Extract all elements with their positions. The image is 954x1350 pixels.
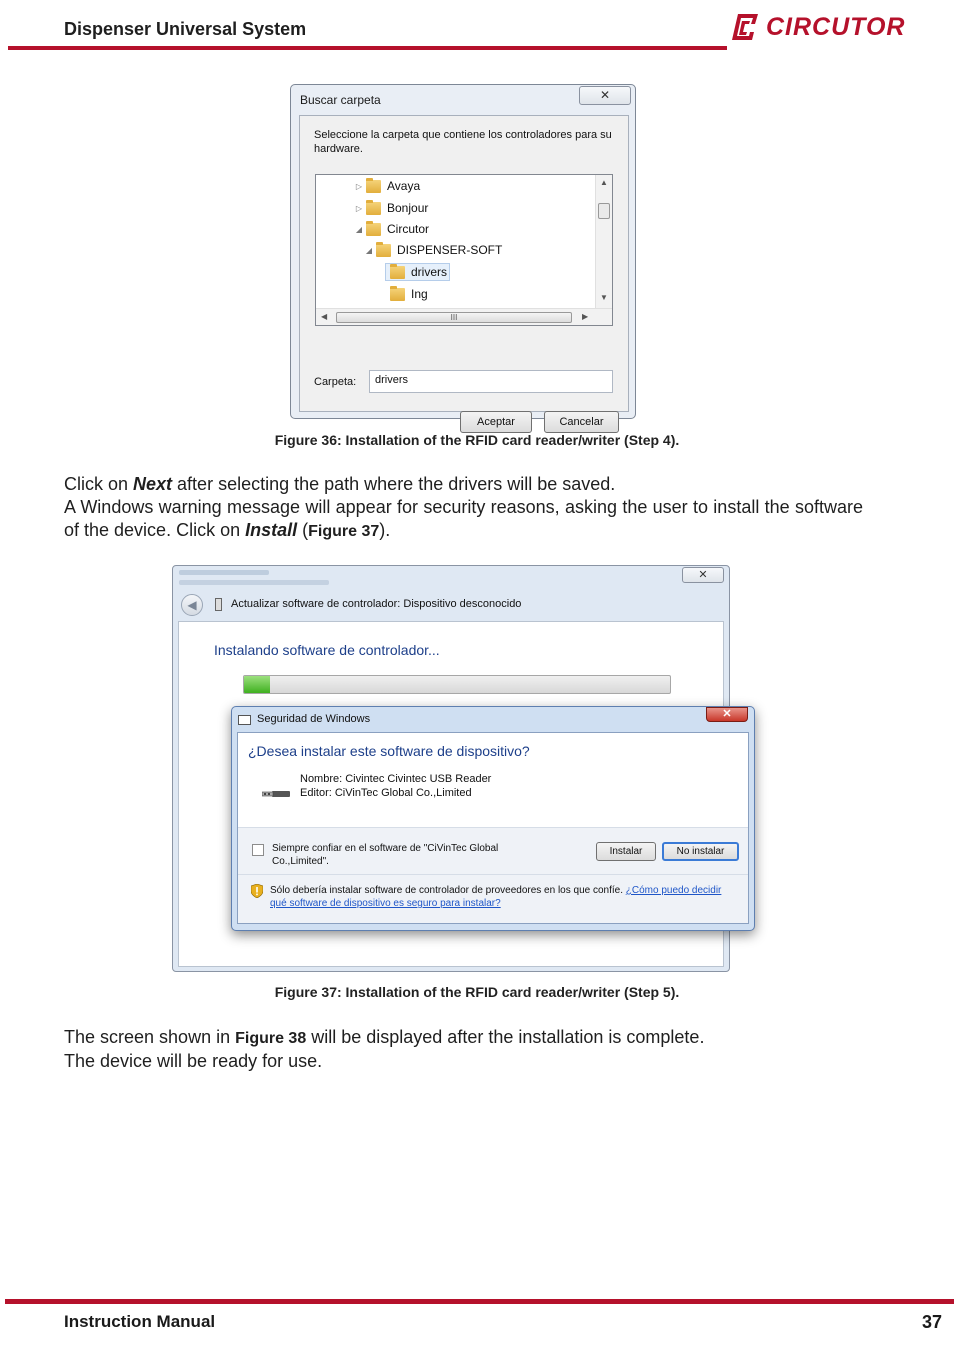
text-run: The screen shown in xyxy=(64,1027,236,1047)
tree-item-label: DISPENSER-SOFT xyxy=(397,243,503,257)
scroll-thumb[interactable] xyxy=(598,203,610,219)
install-progress-bar xyxy=(243,675,671,694)
text-run: will be displayed after the installation is complete. xyxy=(306,1027,705,1047)
folder-icon xyxy=(366,223,381,236)
scroll-up-icon[interactable]: ▲ xyxy=(600,178,608,187)
text-run: ( xyxy=(297,520,309,540)
blurred-title xyxy=(179,570,269,575)
page-number: 37 xyxy=(921,1312,942,1332)
collapse-arrow-icon[interactable]: ◢ xyxy=(365,245,373,255)
paragraph: The device will be ready for use. xyxy=(64,1051,323,1071)
figure-reference: Figure 37 xyxy=(308,523,380,540)
security-options xyxy=(238,827,748,923)
body-text xyxy=(64,473,863,543)
security-warning xyxy=(270,884,740,910)
window-header: Actualizar software de controlador: Dispositivo desconocido xyxy=(231,598,522,610)
tree-item-label: drivers xyxy=(411,265,448,279)
warning-text: Sólo debería instalar software de controlador de proveedores en los que confíe. xyxy=(270,885,626,896)
installing-heading: Instalando software de controlador... xyxy=(214,642,440,658)
always-trust-checkbox[interactable] xyxy=(252,844,264,856)
emphasis-install: Install xyxy=(245,520,298,540)
paragraph xyxy=(64,496,863,543)
text-run: ). xyxy=(379,520,391,540)
folder-icon xyxy=(390,288,405,301)
brand-logo-icon xyxy=(730,11,762,43)
body-text xyxy=(64,1026,863,1073)
brand-name: CIRCUTOR xyxy=(766,12,906,41)
no-install-button[interactable]: No instalar xyxy=(662,842,739,861)
footer-rule xyxy=(5,1299,954,1304)
help-link[interactable]: ¿Cómo puedo decidir qué software de dispositivo es seguro para instalar? xyxy=(270,885,722,909)
usb-device-icon xyxy=(215,598,222,611)
device-info xyxy=(300,772,491,800)
browse-folder-dialog xyxy=(290,84,636,428)
brand-logo xyxy=(730,10,908,44)
figure-caption: Figure 36: Installation of the RFID card reader/writer (Step 4). xyxy=(274,432,680,448)
tree-item[interactable] xyxy=(388,285,428,303)
expand-arrow-icon[interactable]: ▷ xyxy=(355,181,363,191)
tree-item[interactable] xyxy=(354,177,420,195)
folder-label: Carpeta: xyxy=(314,376,357,388)
window-close-button[interactable]: ✕ xyxy=(682,567,724,583)
folder-tree[interactable] xyxy=(315,174,613,326)
dialog-message: Seleccione la carpeta que contiene los controladores para su hardware. xyxy=(314,129,612,155)
device-publisher: Editor: CiVinTec Global Co.,Limited xyxy=(300,787,472,799)
figure-reference: Figure 38 xyxy=(235,1030,307,1047)
scroll-right-icon[interactable]: ▶ xyxy=(582,312,589,321)
text-run: Click on xyxy=(64,474,134,494)
tree-item-selected[interactable] xyxy=(385,263,450,281)
text-run: A Windows warning message will appear for security reasons, asking the user to install the software of the device. Click on xyxy=(64,497,863,540)
warning-shield-icon xyxy=(251,884,263,898)
dialog-close-button[interactable]: ✕ xyxy=(579,86,631,105)
install-button[interactable]: Instalar xyxy=(596,842,656,861)
horizontal-scrollbar[interactable] xyxy=(316,308,612,325)
folder-icon xyxy=(366,202,381,215)
blurred-title xyxy=(179,580,329,585)
tree-item-label: Circutor xyxy=(387,222,430,236)
folder-input[interactable]: drivers xyxy=(369,370,613,393)
dialog-title: Buscar carpeta xyxy=(300,93,381,107)
folder-icon xyxy=(390,266,405,279)
install-question: ¿Desea instalar este software de dispositivo? xyxy=(248,743,530,759)
driver-update-window xyxy=(172,565,730,972)
window-app-icon xyxy=(238,715,251,725)
folder-icon xyxy=(376,244,391,257)
emphasis-next: Next xyxy=(133,474,173,494)
security-dialog-body xyxy=(237,732,749,924)
footer-manual-title: Instruction Manual xyxy=(64,1312,216,1331)
dialog-body xyxy=(299,115,629,428)
security-close-button[interactable]: ✕ xyxy=(706,707,748,722)
expand-arrow-icon[interactable]: ▷ xyxy=(355,203,363,213)
progress-fill xyxy=(244,676,270,693)
vertical-scrollbar[interactable] xyxy=(595,175,612,309)
collapse-arrow-icon[interactable]: ◢ xyxy=(355,224,363,234)
divider xyxy=(238,874,748,875)
header-rule xyxy=(8,46,727,50)
tree-item-label: Avaya xyxy=(387,179,421,193)
tree-item-label: Bonjour xyxy=(387,201,429,215)
device-name: Nombre: Civintec Civintec USB Reader xyxy=(300,773,492,785)
tree-item-label: Ing xyxy=(411,287,428,301)
folder-icon xyxy=(366,180,381,193)
back-arrow-icon[interactable]: ◀ xyxy=(181,594,203,616)
security-dialog-title: Seguridad de Windows xyxy=(257,713,371,725)
tree-item[interactable] xyxy=(354,199,428,217)
scroll-thumb[interactable]: III xyxy=(336,312,572,323)
windows-security-dialog xyxy=(231,706,755,931)
paragraph xyxy=(64,473,863,496)
figure-caption: Figure 37: Installation of the RFID card reader/writer (Step 5). xyxy=(274,984,680,1000)
accept-button[interactable]: Aceptar xyxy=(460,411,532,433)
usb-plug-icon xyxy=(262,788,292,800)
scroll-down-icon[interactable]: ▼ xyxy=(600,293,608,302)
text-run: after selecting the path where the drivers will be saved. xyxy=(172,474,616,494)
scroll-left-icon[interactable]: ◀ xyxy=(321,312,328,321)
document-title: Dispenser Universal System xyxy=(64,19,307,39)
tree-item[interactable] xyxy=(364,241,502,259)
always-trust-label: Siempre confiar en el software de "CiVinTec Global Co.,Limited". xyxy=(272,843,499,867)
tree-item[interactable] xyxy=(354,220,429,238)
cancel-button[interactable]: Cancelar xyxy=(544,411,619,433)
paragraph xyxy=(64,1026,863,1050)
